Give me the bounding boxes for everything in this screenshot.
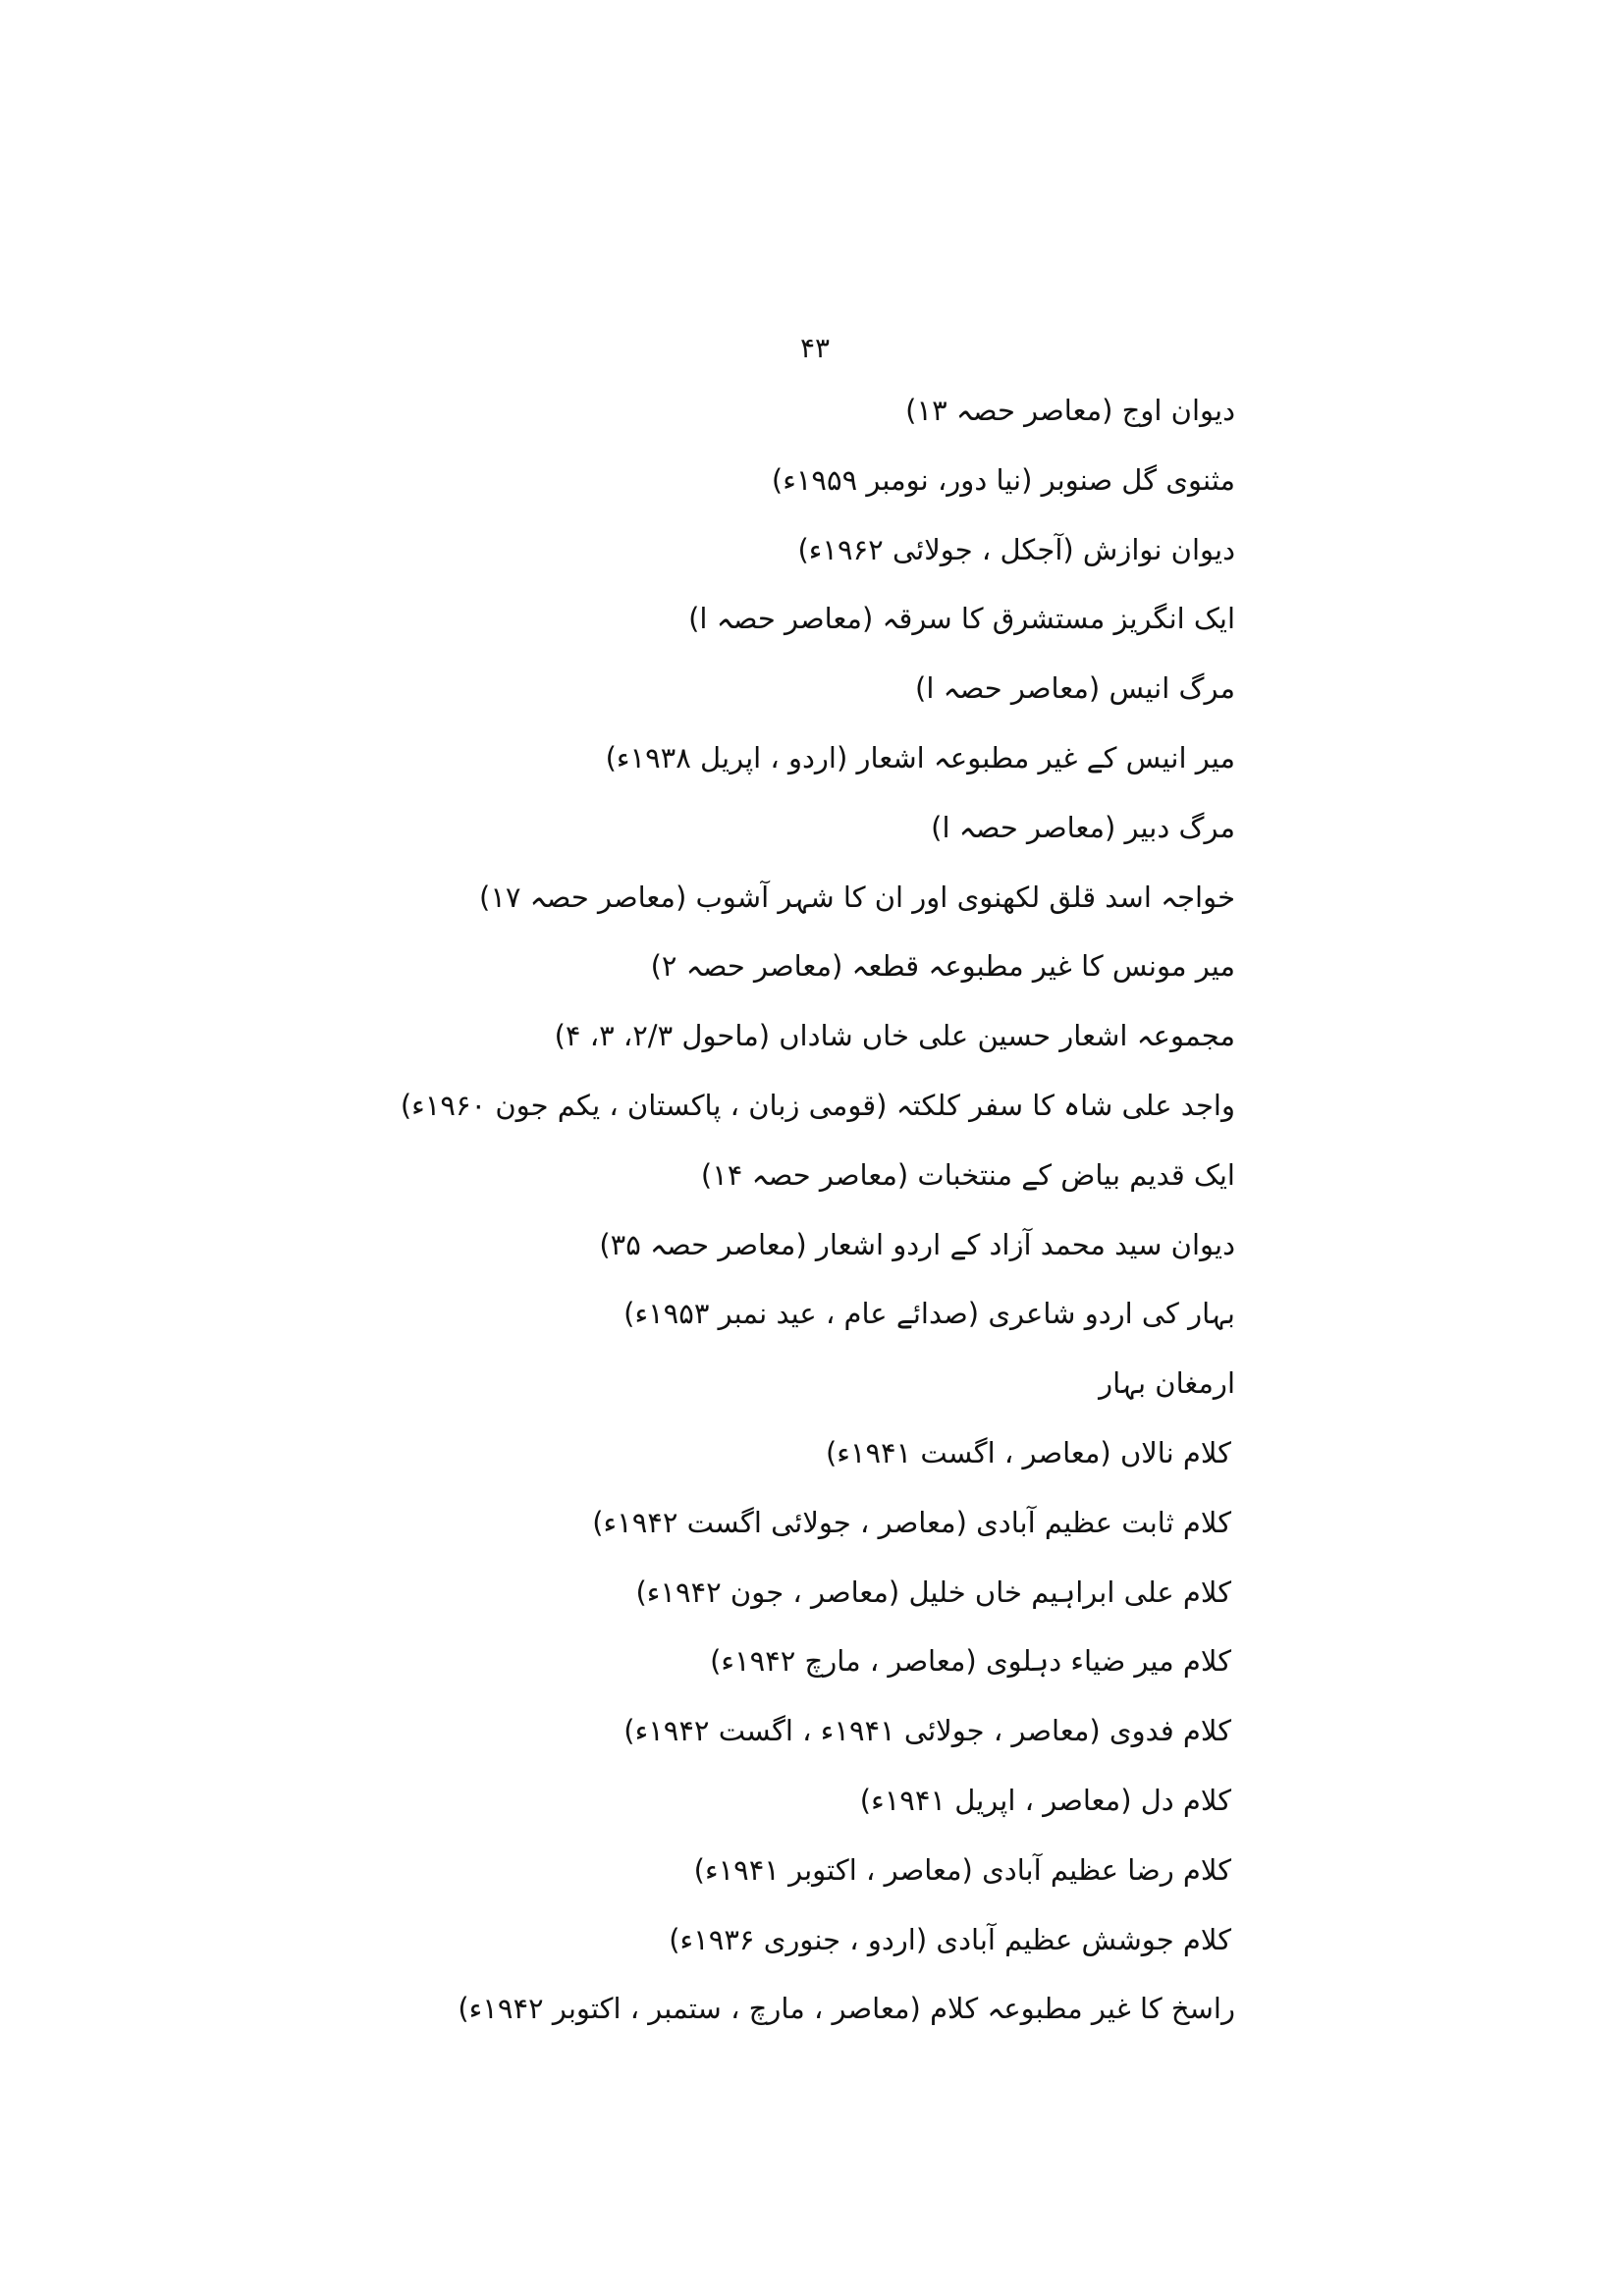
list-item: کلام نالاں (معاصر ، اگست ۱۹۴۱ء) [825,1435,1231,1469]
list-item: مرگ انیس (معاصر حصہ ا) [915,671,1235,706]
list-item: کلام دل (معاصر ، اپریل ۱۹۴۱ء) [859,1783,1231,1817]
list-item: مجموعہ اشعار حسین علی خاں شاداں (ماحول ۲/۳، ۳، ۴) [554,1019,1235,1053]
list-item: کلام ثابت عظیم آبادی (معاصر ، جولائی اگست ۱۹۴۲ء) [592,1505,1231,1539]
section-heading: ارمغان بہار [1099,1366,1235,1401]
list-item: مثنوی گل صنوبر (نیا دور، نومبر ۱۹۵۹ء) [771,462,1235,497]
list-item: ایک انگریز مستشرق کا سرقہ (معاصر حصہ ا) [688,602,1235,636]
list-item: خواجہ اسد قلق لکھنوی اور ان کا شہر آشوب (معاصر حصہ ۱۷) [478,880,1235,914]
list-item: مرگ دبیر (معاصر حصہ ا) [931,810,1235,844]
list-item: کلام جوشش عظیم آبادی (اردو ، جنوری ۱۹۳۶ء) [669,1922,1231,1956]
list-item: میر انیس کے غیر مطبوعہ اشعار (اردو ، اپریل ۱۹۳۸ء) [605,740,1235,774]
list-item: ایک قدیم بیاض کے منتخبات (معاصر حصہ ۱۴) [700,1157,1235,1192]
list-item: دیوان سید محمد آزاد کے اردو اشعار (معاصر حصہ ۳۵) [599,1227,1235,1261]
list-item: واجد علی شاہ کا سفر کلکتہ (قومی زبان ، پاکستان ، یکم جون ۱۹۶۰ء) [400,1088,1235,1122]
list-item: راسخ کا غیر مطبوعہ کلام (معاصر ، مارچ ، ستمبر ، اکتوبر ۱۹۴۲ء) [458,1992,1235,2026]
list-item: کلام فدوی (معاصر ، جولائی ۱۹۴۱ء ، اگست ۱۹۴۲ء) [623,1714,1231,1748]
list-item: دیوان نوازش (آجکل ، جولائی ۱۹۶۲ء) [797,532,1235,566]
page-number: ۴۳ [799,332,831,364]
list-item: دیوان اوج (معاصر حصہ ۱۳) [905,394,1235,427]
list-item: میر مونس کا غیر مطبوعہ قطعہ (معاصر حصہ ۲) [650,949,1235,984]
list-item: بہار کی اردو شاعری (صدائے عام ، عید نمبر ۱۹۵۳ء) [623,1297,1235,1331]
list-item: کلام علی ابراہیم خاں خلیل (معاصر ، جون ۱۹۴۲ء) [635,1575,1231,1609]
list-item: کلام رضا عظیم آبادی (معاصر ، اکتوبر ۱۹۴۱ء) [693,1852,1231,1887]
list-item: کلام میر ضیاء دہلوی (معاصر ، مارچ ۱۹۴۲ء) [710,1644,1231,1679]
bibliography-list [352,385,1235,2053]
